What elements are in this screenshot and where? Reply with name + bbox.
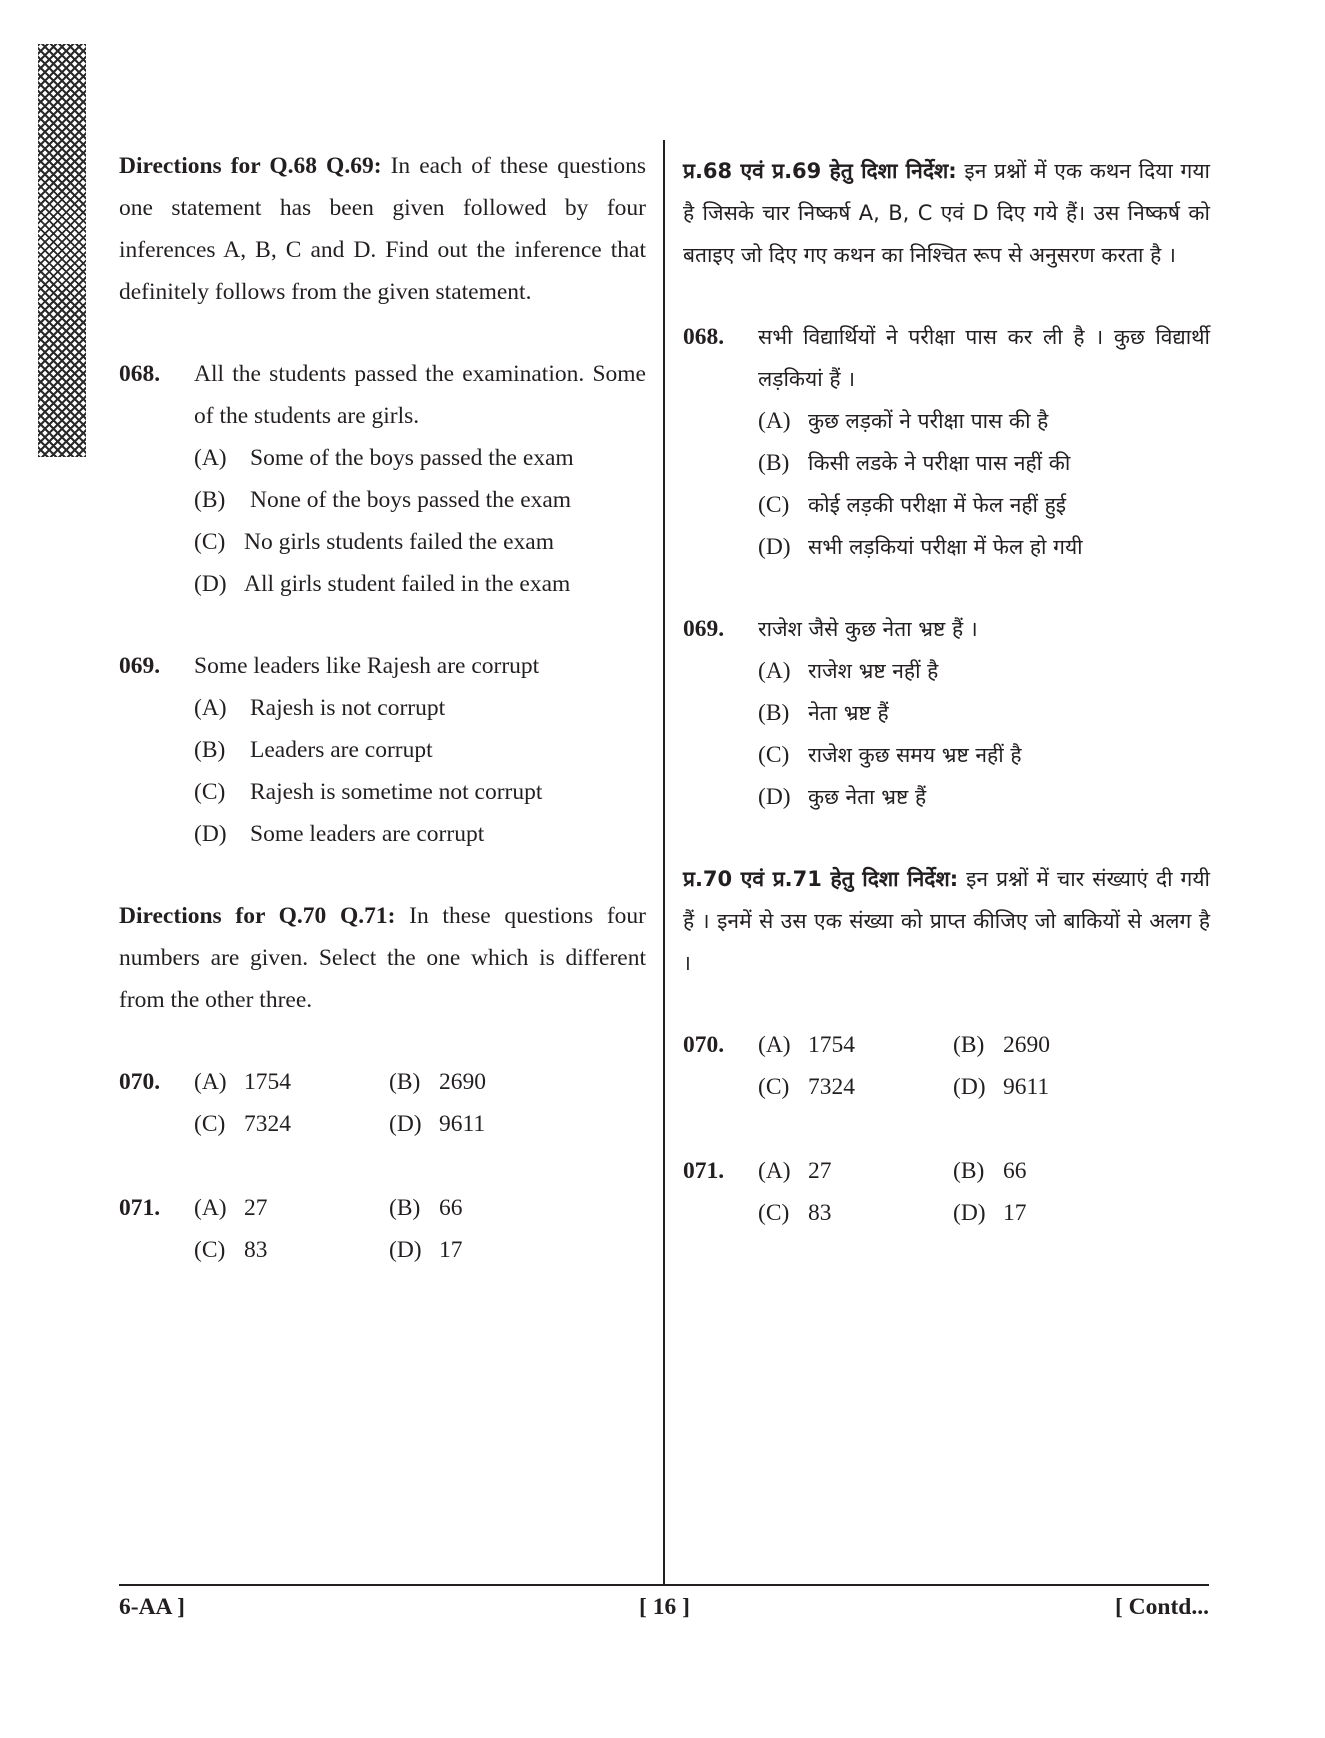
- option-text: 9611: [439, 1111, 486, 1137]
- option-c: [194, 1229, 389, 1271]
- option-c: [194, 1103, 389, 1145]
- option-c: [758, 734, 1210, 776]
- option-text: नेता भ्रष्ट हैं: [808, 701, 889, 725]
- option-label: (A): [194, 695, 227, 721]
- option-text: कुछ लड़कों ने परीक्षा पास की है: [808, 409, 1049, 433]
- option-label: (C): [194, 779, 226, 805]
- question-071: [683, 1150, 1210, 1234]
- question-number: 070.: [119, 1069, 161, 1095]
- column-divider: [663, 140, 665, 1586]
- option-text: 17: [439, 1237, 463, 1263]
- footer-booklet-code: 6-AA ]: [119, 1594, 185, 1620]
- option-a: [194, 687, 646, 729]
- question-statement: Some leaders like Rajesh are corrupt: [194, 653, 540, 679]
- option-label: (A): [758, 1032, 791, 1058]
- option-label: (B): [953, 1032, 985, 1058]
- question-number: 069.: [683, 616, 725, 642]
- directions-q68-q69: [119, 145, 646, 313]
- question-068: [119, 353, 646, 605]
- option-c: [758, 484, 1210, 526]
- footer-continued: [ Contd...: [1114, 1594, 1209, 1620]
- hindi-column: [683, 150, 1210, 1234]
- option-label: (C): [194, 1111, 226, 1137]
- question-statement: राजेश जैसे कुछ नेता भ्रष्ट हैं ।: [758, 617, 978, 641]
- option-label: (D): [953, 1200, 986, 1226]
- option-label: (B): [389, 1195, 421, 1221]
- option-text: सभी लड़कियां परीक्षा में फेल हो गयी: [808, 535, 1083, 559]
- option-d: [758, 526, 1210, 568]
- directions-text: In each of these questions one statement has been given followed by four inferences A, B, C and D. Find out the inference that definitely follows from the given statement.: [119, 153, 646, 305]
- option-b: [389, 1061, 569, 1103]
- option-label: (A): [758, 1158, 791, 1184]
- option-a: [758, 1150, 953, 1192]
- directions-lead: प्र.70 एवं प्र.71 हेतु दिशा निर्देश:: [683, 867, 959, 891]
- option-a: [194, 1187, 389, 1229]
- option-text: 27: [808, 1158, 832, 1184]
- option-text: Rajesh is not corrupt: [250, 695, 446, 721]
- directions-q70-q71: [683, 858, 1210, 984]
- option-text: राजेश भ्रष्ट नहीं है: [808, 659, 939, 683]
- option-label: (B): [194, 737, 226, 763]
- option-text: All girls student failed in the exam: [244, 571, 571, 597]
- option-text: No girls students failed the exam: [244, 529, 554, 555]
- option-a: [758, 1024, 953, 1066]
- decorative-border-pattern: [38, 44, 86, 457]
- option-label: (A): [758, 408, 791, 434]
- option-text: 2690: [1003, 1032, 1050, 1058]
- option-label: (D): [194, 821, 227, 847]
- option-b: [953, 1024, 1133, 1066]
- option-label: (C): [194, 1237, 226, 1263]
- option-text: 1754: [808, 1032, 855, 1058]
- directions-lead: प्र.68 एवं प्र.69 हेतु दिशा निर्देश:: [683, 159, 957, 183]
- option-b: [389, 1187, 569, 1229]
- option-text: राजेश कुछ समय भ्रष्ट नहीं है: [808, 743, 1022, 767]
- directions-text: इन प्रश्नों में चार संख्याएं दी गयी हैं । इनमें से उस एक संख्या को प्राप्त कीजिए जो बाकियों से अलग है ।: [683, 867, 1210, 975]
- option-label: (D): [953, 1074, 986, 1100]
- option-text: Some leaders are corrupt: [250, 821, 485, 847]
- option-d: [953, 1066, 1133, 1108]
- option-text: 83: [244, 1237, 268, 1263]
- option-label: (B): [194, 487, 226, 513]
- option-d: [389, 1103, 569, 1145]
- option-label: (D): [758, 784, 791, 810]
- option-c: [194, 521, 646, 563]
- question-071: [119, 1187, 646, 1271]
- option-label: (C): [758, 742, 790, 768]
- option-d: [194, 813, 646, 855]
- option-label: (B): [758, 700, 790, 726]
- question-068: [683, 316, 1210, 568]
- option-text: 9611: [1003, 1074, 1050, 1100]
- directions-lead: Directions for Q.70 Q.71:: [119, 903, 396, 929]
- option-text: 66: [439, 1195, 463, 1221]
- question-statement: सभी विद्यार्थियों ने परीक्षा पास कर ली है । कुछ विद्यार्थी लड़कियां हैं ।: [758, 325, 1210, 391]
- english-column: [119, 145, 646, 1271]
- directions-q70-q71: [119, 895, 646, 1021]
- option-b: [758, 442, 1210, 484]
- option-label: (B): [389, 1069, 421, 1095]
- directions-q68-q69: [683, 150, 1210, 276]
- option-text: 27: [244, 1195, 268, 1221]
- question-number: 068.: [683, 324, 725, 350]
- option-text: Rajesh is sometime not corrupt: [250, 779, 543, 805]
- directions-text: In these questions four numbers are given. Select the one which is different from the other three.: [119, 903, 647, 1013]
- option-label: (C): [758, 1074, 790, 1100]
- option-a: [194, 1061, 389, 1103]
- option-text: कोई लड़की परीक्षा में फेल नहीं हुई: [808, 493, 1067, 517]
- footer-page-number: [ 16 ]: [639, 1594, 690, 1620]
- directions-text: इन प्रश्नों में एक कथन दिया गया है जिसके चार निष्कर्ष A, B, C एवं D दिए गये हैं। उस निष्कर्ष को बताइए जो दिए गए कथन का निश्चित रूप से अनुसरण करता है ।: [683, 159, 1210, 267]
- option-b: [758, 692, 1210, 734]
- option-c: [194, 771, 646, 813]
- option-label: (B): [758, 450, 790, 476]
- option-c: [758, 1192, 953, 1234]
- option-label: (C): [194, 529, 226, 555]
- option-text: None of the boys passed the exam: [250, 487, 572, 513]
- option-text: 7324: [808, 1074, 855, 1100]
- option-text: 2690: [439, 1069, 486, 1095]
- question-number: 069.: [119, 653, 161, 679]
- option-text: 1754: [244, 1069, 291, 1095]
- option-a: [194, 437, 646, 479]
- question-070: [683, 1024, 1210, 1108]
- option-label: (C): [758, 492, 790, 518]
- question-number: 068.: [119, 361, 161, 387]
- option-text: कुछ नेता भ्रष्ट हैं: [808, 785, 927, 809]
- question-statement: All the students passed the examination. Some of the students are girls.: [194, 361, 646, 429]
- option-a: [758, 650, 1210, 692]
- option-label: (C): [758, 1200, 790, 1226]
- option-b: [953, 1150, 1133, 1192]
- question-069: [683, 608, 1210, 818]
- question-070: [119, 1061, 646, 1145]
- option-d: [953, 1192, 1133, 1234]
- option-label: (D): [758, 534, 791, 560]
- option-text: Some of the boys passed the exam: [250, 445, 574, 471]
- question-number: 071.: [119, 1195, 161, 1221]
- question-number: 071.: [683, 1158, 725, 1184]
- option-label: (A): [758, 658, 791, 684]
- option-b: [194, 479, 646, 521]
- option-d: [389, 1229, 569, 1271]
- option-label: (A): [194, 1195, 227, 1221]
- option-text: 66: [1003, 1158, 1027, 1184]
- option-a: [758, 400, 1210, 442]
- option-d: [194, 563, 646, 605]
- option-label: (D): [194, 571, 227, 597]
- option-b: [194, 729, 646, 771]
- option-label: (A): [194, 1069, 227, 1095]
- option-c: [758, 1066, 953, 1108]
- option-label: (D): [389, 1237, 422, 1263]
- question-number: 070.: [683, 1032, 725, 1058]
- option-label: (A): [194, 445, 227, 471]
- option-text: 17: [1003, 1200, 1027, 1226]
- directions-lead: Directions for Q.68 Q.69:: [119, 153, 382, 179]
- option-text: Leaders are corrupt: [250, 737, 433, 763]
- option-label: (B): [953, 1158, 985, 1184]
- option-text: 7324: [244, 1111, 291, 1137]
- option-text: किसी लडके ने परीक्षा पास नहीं की: [808, 451, 1071, 475]
- question-069: [119, 645, 646, 855]
- option-text: 83: [808, 1200, 832, 1226]
- option-label: (D): [389, 1111, 422, 1137]
- option-d: [758, 776, 1210, 818]
- footer-rule: [119, 1584, 1209, 1586]
